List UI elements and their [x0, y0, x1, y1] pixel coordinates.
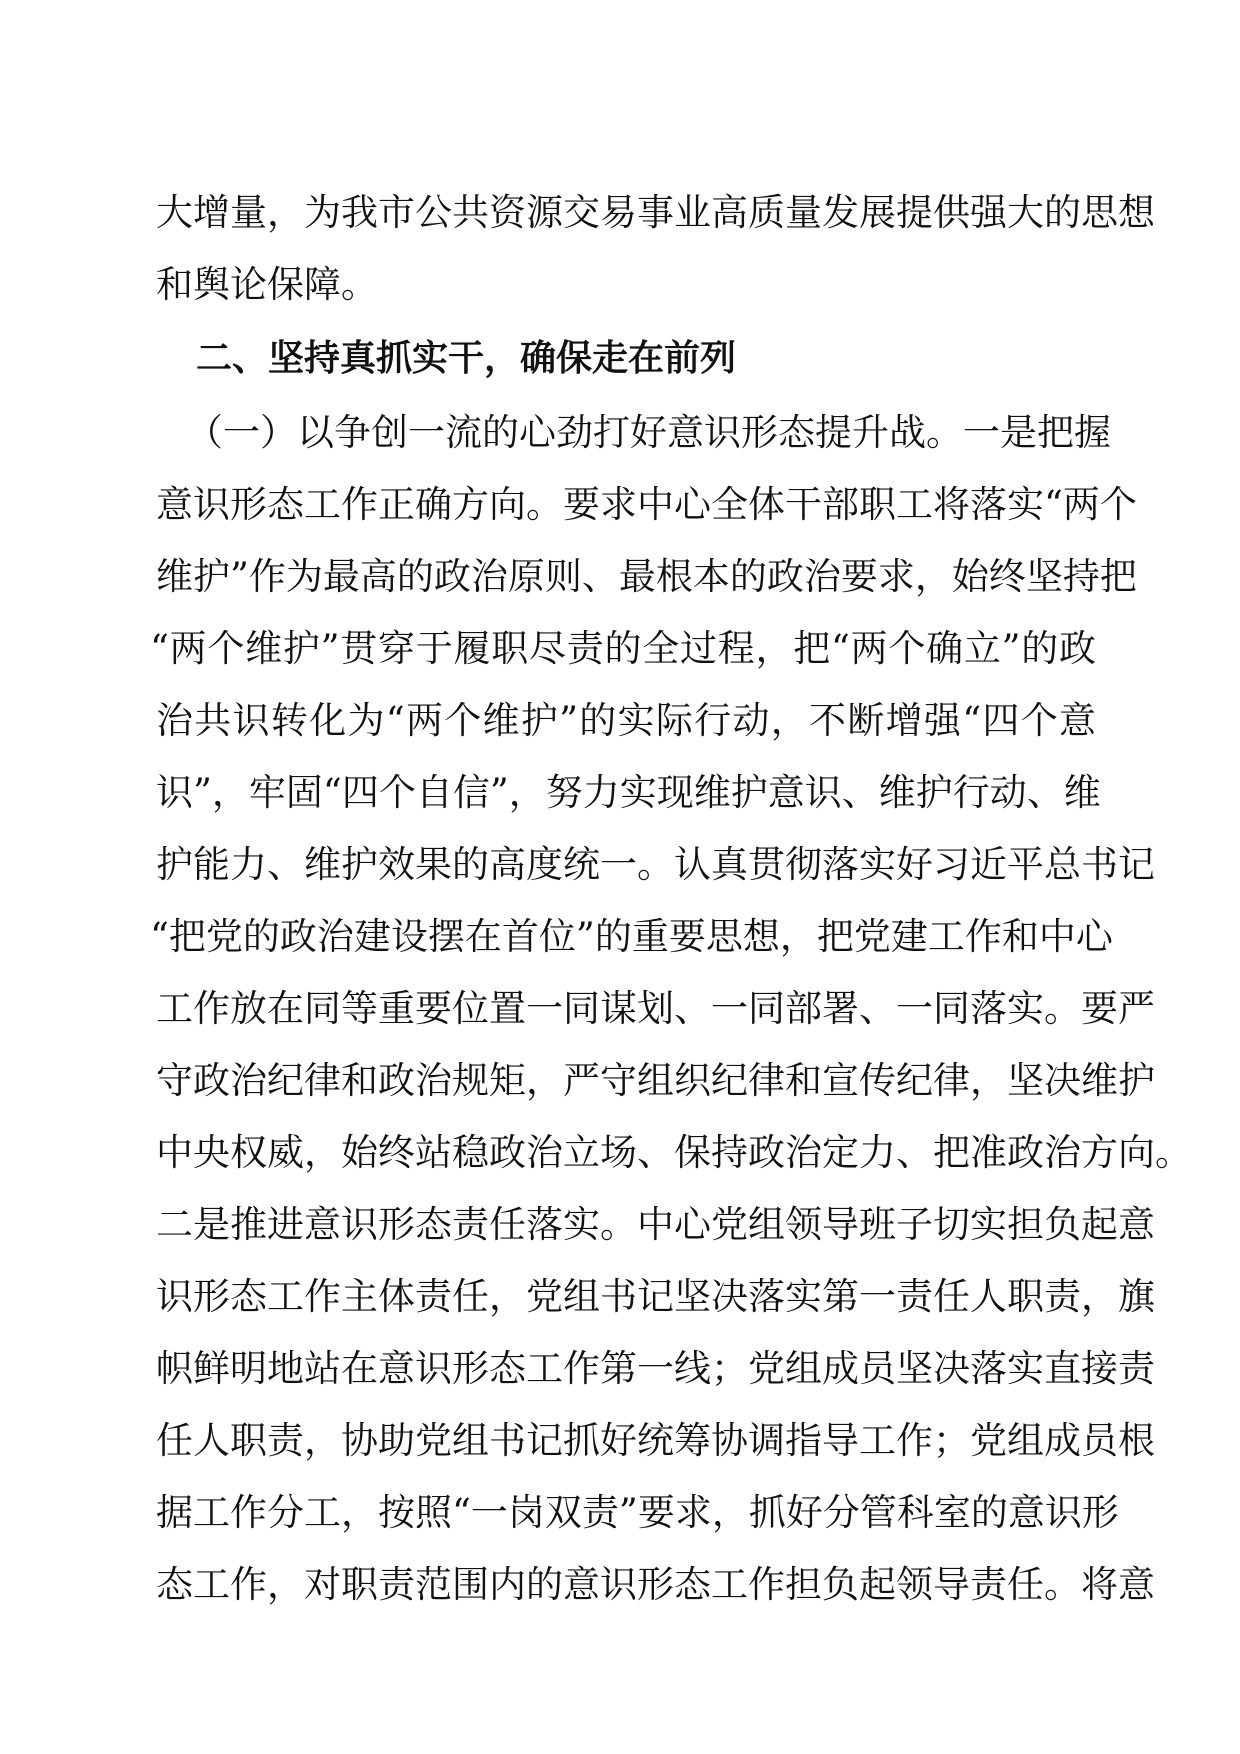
text-line: 二是推进意识形态责任落实。中心党组领导班子切实担负起意 [156, 1203, 1155, 1246]
text-line: 护能力、维护效果的高度统一。认真贯彻落实好习近平总书记 [156, 843, 1155, 886]
text-line: “把党的政治建设摆在首位”的重要思想，把党建工作和中心 [150, 915, 1113, 958]
text-line: “两个维护”贯穿于履职尽责的全过程，把“两个确立”的政 [150, 627, 1096, 670]
text-line: 帜鲜明地站在意识形态工作第一线；党组成员坚决落实直接责 [156, 1347, 1155, 1390]
section-heading: 二、坚持真抓实干，确保走在前列 [196, 338, 737, 379]
text-line: 工作放在同等重要位置一同谋划、一同部署、一同落实。要严 [156, 987, 1155, 1030]
text-line: 任人职责，协助党组书记抓好统筹协调指导工作；党组成员根 [156, 1419, 1155, 1462]
text-line: 中央权威，始终站稳政治立场、保持政治定力、把准政治方向。 [156, 1131, 1192, 1174]
text-line: 维护”作为最高的政治原则、最根本的政治要求，始终坚持把 [156, 555, 1137, 598]
text-line: 识形态工作主体责任，党组书记坚决落实第一责任人职责，旗 [156, 1275, 1155, 1318]
text-line: 意识形态工作正确方向。要求中心全体干部职工将落实“两个 [156, 483, 1137, 526]
text-line: （一）以争创一流的心劲打好意识形态提升战。一是把握 [186, 411, 1111, 454]
text-line: 态工作，对职责范围内的意识形态工作担负起领导责任。将意 [156, 1563, 1155, 1606]
text-line: 守政治纪律和政治规矩，严守组织纪律和宣传纪律，坚决维护 [156, 1059, 1155, 1102]
text-line: 大增量，为我市公共资源交易事业高质量发展提供强大的思想 [156, 191, 1155, 234]
text-line: 和舆论保障。 [156, 263, 378, 306]
text-line: 据工作分工，按照“一岗双责”要求，抓好分管科室的意识形 [156, 1491, 1119, 1534]
text-line: 治共识转化为“两个维护”的实际行动，不断增强“四个意 [156, 699, 1096, 742]
text-line: 识”，牢固“四个自信”，努力实现维护意识、维护行动、维 [156, 771, 1101, 814]
